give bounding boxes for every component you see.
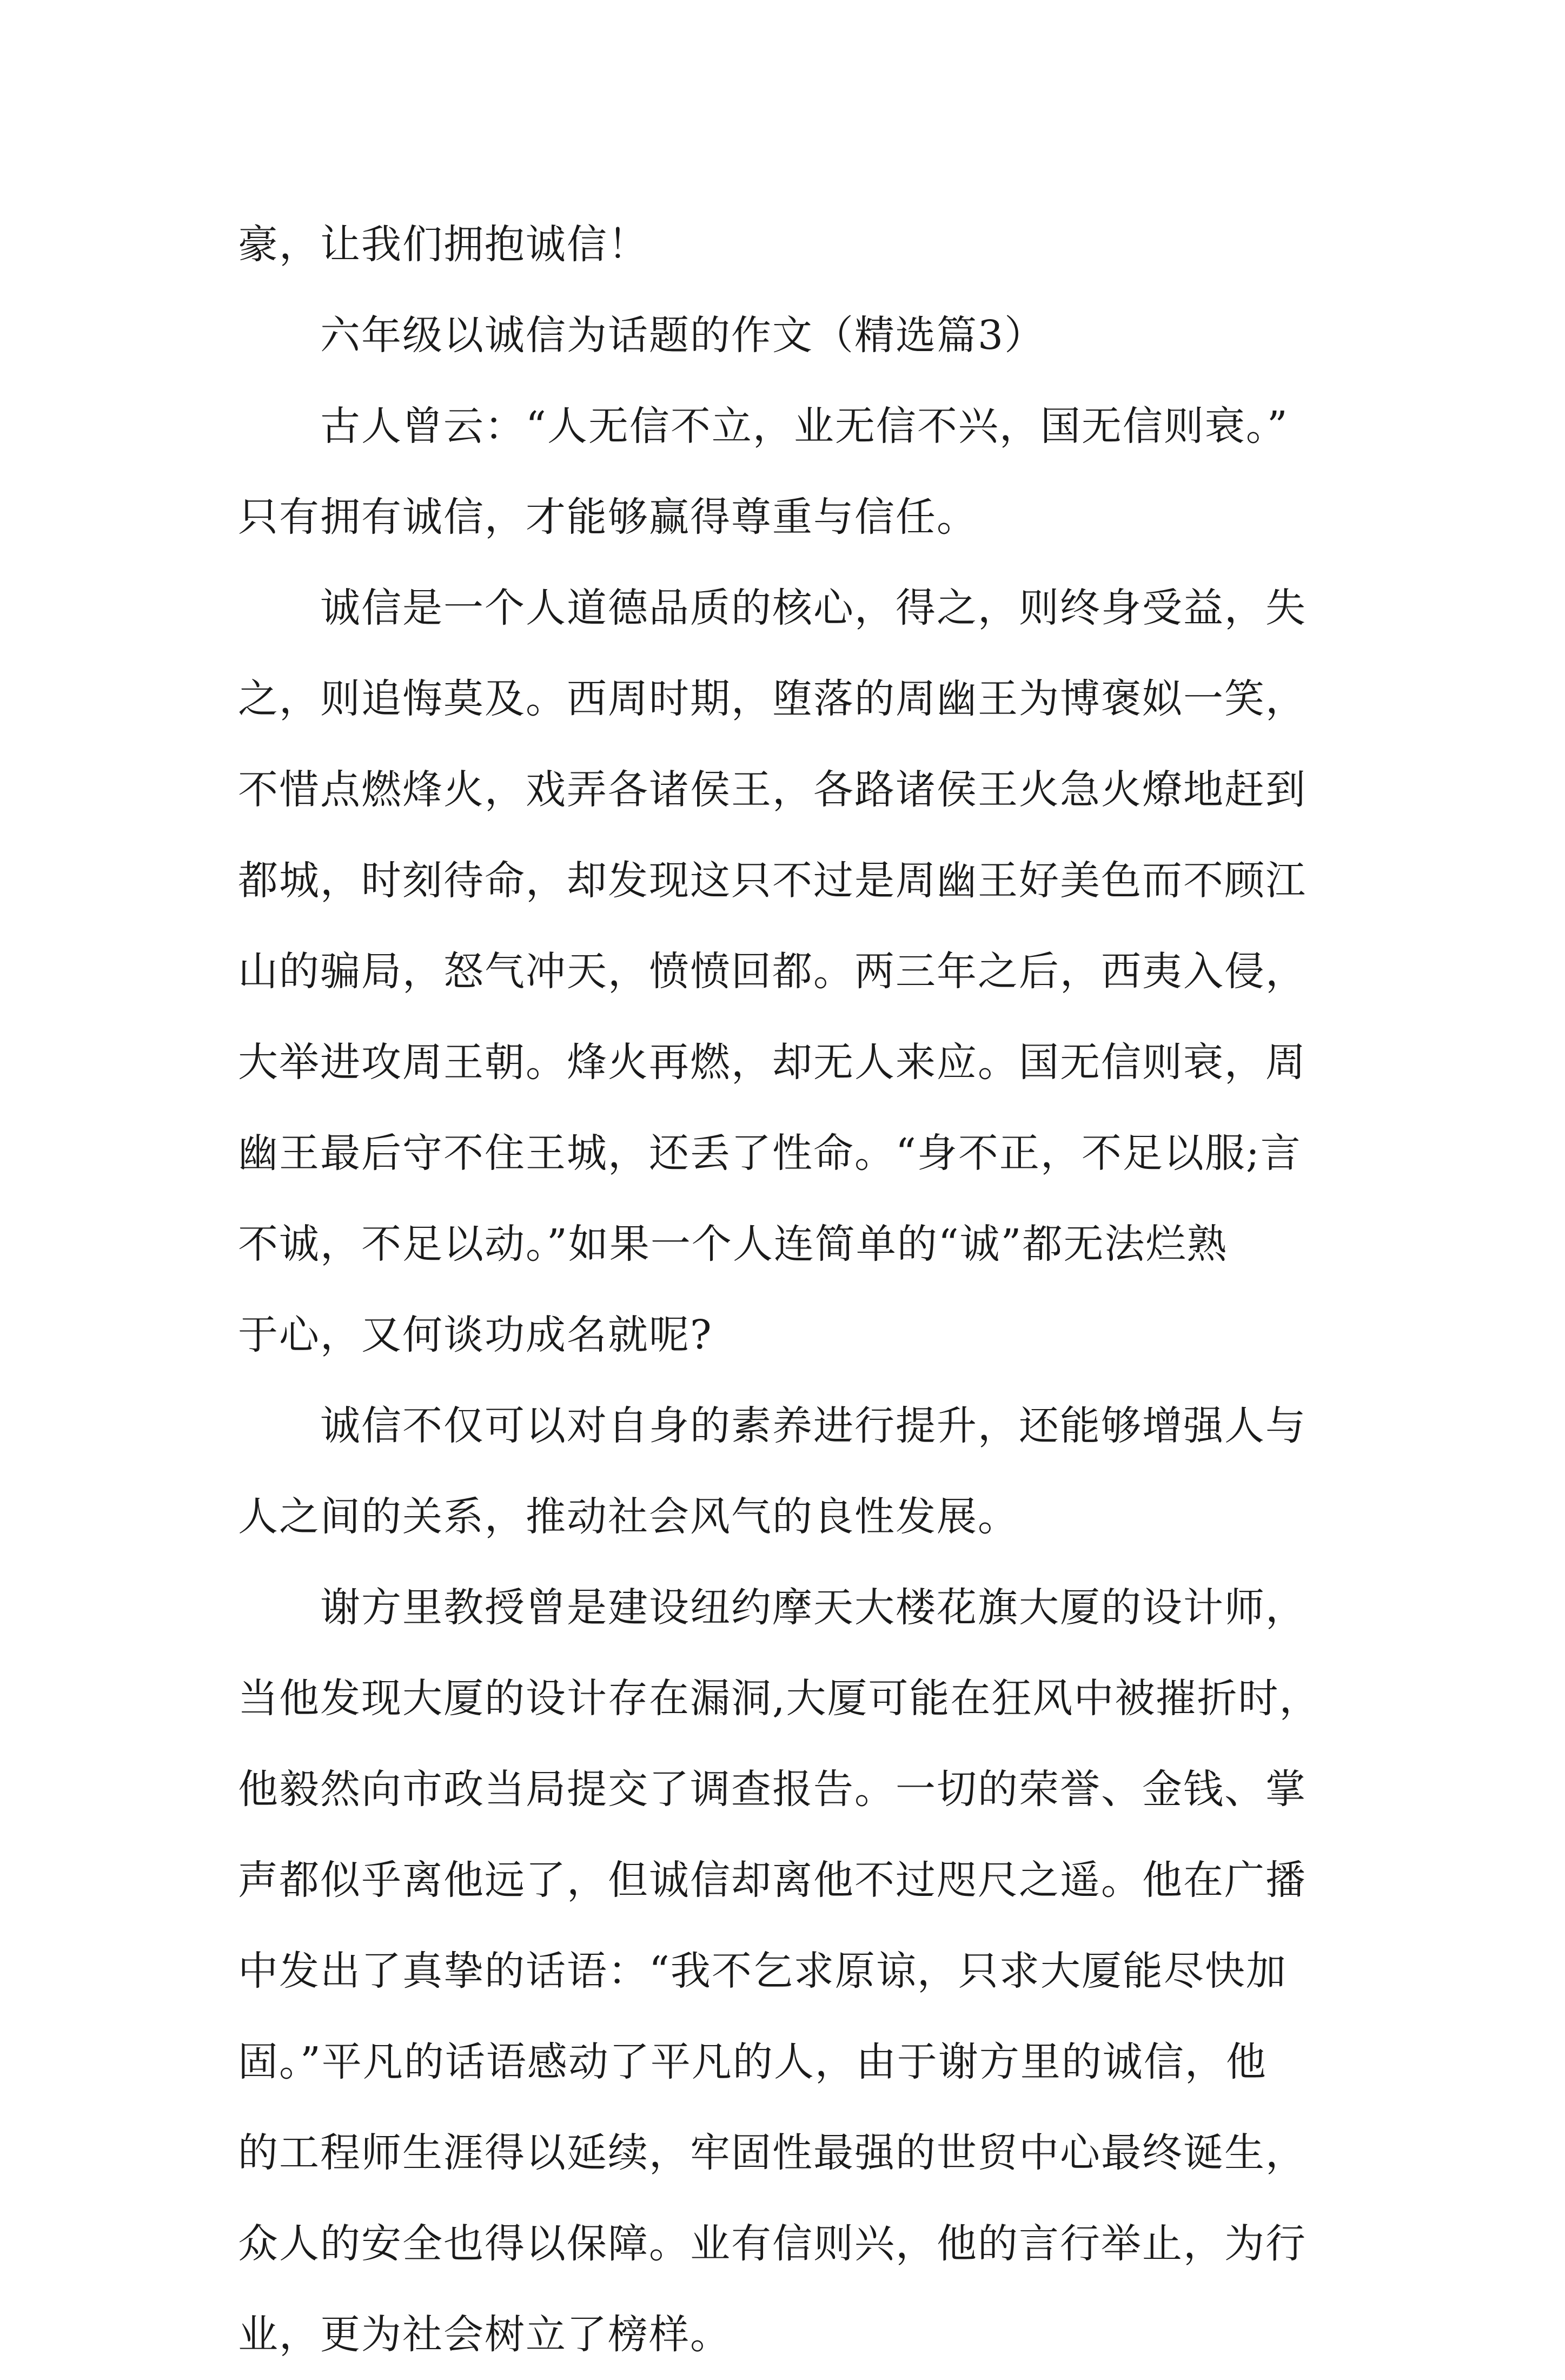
text-line: 的工程师生涯得以延续，牢固性最强的世贸中心最终诞生， bbox=[238, 2130, 1307, 2176]
text-line: 他毅然向市政当局提交了调查报告。一切的荣誉、金钱、掌 bbox=[238, 1766, 1307, 1813]
text-line: 固。”平凡的话语感动了平凡的人，由于谢方里的诚信，他 bbox=[238, 2039, 1267, 2085]
text-line: 不诚，不足以动。”如果一个人连简单的“诚”都无法烂熟 bbox=[238, 1221, 1228, 1267]
text-line: 诚信是一个人道德品质的核心，得之，则终身受益，失 bbox=[320, 585, 1307, 631]
text-line: 不惜点燃烽火，戏弄各诸侯王，各路诸侯王火急火燎地赶到 bbox=[238, 766, 1307, 813]
text-line: 众人的安全也得以保障。业有信则兴，他的言行举止，为行 bbox=[238, 2220, 1307, 2267]
text-line: 大举进攻周王朝。烽火再燃，却无人来应。国无信则衰，周 bbox=[238, 1039, 1307, 1086]
text-line: 诚信不仅可以对自身的素养进行提升，还能够增强人与 bbox=[320, 1403, 1307, 1449]
text-line: 都城，时刻待命，却发现这只不过是周幽王好美色而不顾江 bbox=[238, 857, 1307, 904]
text-line: 山的骗局，怒气冲天，愤愤回都。两三年之后，西夷入侵， bbox=[238, 948, 1307, 995]
text-line: 声都似乎离他远了，但诚信却离他不过咫尺之遥。他在广播 bbox=[238, 1857, 1307, 1903]
section-heading: 六年级以诚信为话题的作文（精选篇3） bbox=[320, 312, 1046, 359]
text-line: 人之间的关系，推动社会风气的良性发展。 bbox=[238, 1493, 1019, 1540]
text-line: 之，则追悔莫及。西周时期，堕落的周幽王为博褒姒一笑， bbox=[238, 676, 1307, 722]
text-line: 业，更为社会树立了榜样。 bbox=[238, 2311, 731, 2358]
text-line: 只有拥有诚信，才能够赢得尊重与信任。 bbox=[238, 494, 978, 540]
text-line: 谢方里教授曾是建设纽约摩天大楼花旗大厦的设计师， bbox=[320, 1584, 1307, 1631]
text-line: 当他发现大厦的设计存在漏洞,大厦可能在狂风中被摧折时， bbox=[238, 1675, 1321, 1722]
text-line: 古人曾云：“人无信不立，业无信不兴，国无信则衰。” bbox=[320, 403, 1289, 449]
document-body bbox=[238, 199, 1341, 2380]
text-line: 中发出了真挚的话语：“我不乞求原谅，只求大厦能尽快加 bbox=[238, 1948, 1287, 1994]
text-line: 于心，又何谈功成名就呢? bbox=[238, 1312, 713, 1358]
text-line: 幽王最后守不住王城，还丢了性命。“身不正，不足以服;言 bbox=[238, 1130, 1302, 1176]
text-line: 豪，让我们拥抱诚信！ bbox=[238, 221, 649, 268]
